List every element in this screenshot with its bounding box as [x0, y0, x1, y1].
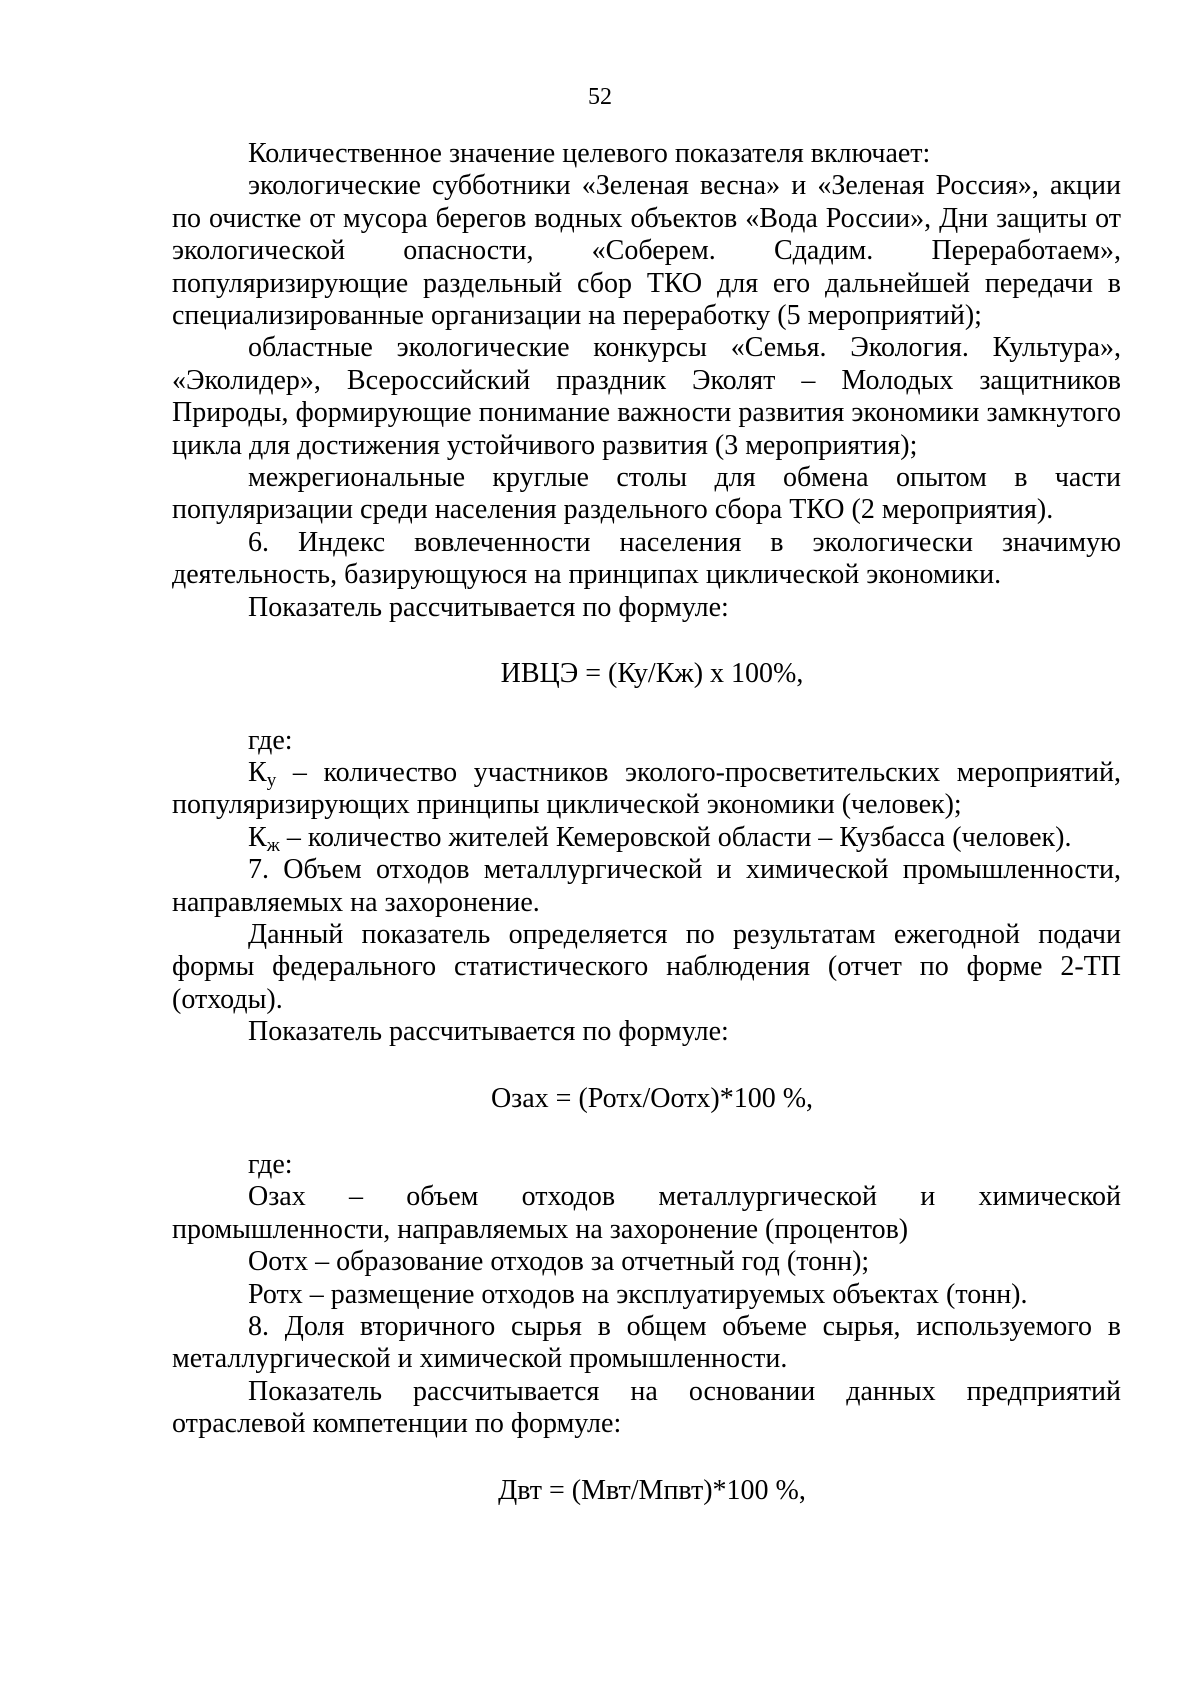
where-label-1: где:	[248, 724, 293, 756]
definition-kzh	[172, 822, 1121, 854]
paragraph-formula-intro-3: Показатель рассчитывается на основании данных предприятий отраслевой компетенции по формуле:	[172, 1375, 1121, 1440]
definition-ootkh: Оотх – образование отходов за отчетный год (тонн);	[248, 1246, 870, 1278]
definition-ozakh: Озах – объем отходов металлургической и химической промышленности, направляемых на захоронение (процентов)	[172, 1181, 1121, 1245]
ky-subscript: у	[266, 769, 277, 791]
ky-symbol: К	[248, 756, 267, 788]
kzh-definition-text: – количество жителей Кемеровской области – Кузбасса (человек).	[279, 821, 1072, 853]
paragraph-item-7-heading: 7. Объем отходов металлургической и химической промышленности, направляемых на захоронение.	[172, 854, 1121, 918]
formula-dvt: Двт = (Мвт/Мпвт)*100 %,	[498, 1474, 806, 1506]
document-body	[172, 138, 1121, 1507]
paragraph-formula-intro-1: Показатель рассчитывается по формуле:	[248, 591, 729, 623]
kzh-symbol: К	[248, 821, 267, 853]
paragraph-item-6-heading: 6. Индекс вовлеченности населения в экологически значимую деятельность, базирующуюся на принципах циклической экономики.	[172, 526, 1121, 591]
kzh-subscript: ж	[266, 834, 280, 856]
paragraph-formula-intro-2: Показатель рассчитывается по формуле:	[248, 1016, 729, 1048]
page-number: 52	[588, 84, 612, 110]
definition-rotkh: Ротх – размещение отходов на эксплуатируемых объектах (тонн).	[248, 1278, 1028, 1310]
paragraph-eco-subbotniks: экологические субботники «Зеленая весна» и «Зеленая Россия», акции по очистке от мусора берегов водных объектов «Вода России», Дни защиты от экологической опасности, «Соберем. Сдадим. Переработаем», популяризирующие раздельный сбор ТКО для его дальнейшей передачи в специализированные организации на переработку (5 мероприятий);	[172, 170, 1121, 332]
paragraph-data-source: Данный показатель определяется по результатам ежегодной подачи формы федерального статистического наблюдения (отчет по форме 2-ТП (отходы).	[172, 918, 1121, 1015]
paragraph-target-value-intro: Количественное значение целевого показателя включает:	[248, 138, 931, 169]
paragraph-round-tables: межрегиональные круглые столы для обмена опытом в части популяризации среди населения раздельного сбора ТКО (2 мероприятия).	[172, 462, 1121, 526]
paragraph-regional-contests: областные экологические конкурсы «Семья. Экология. Культура», «Эколидер», Всероссийский праздник Эколят – Молодых защитников Природы, формирующие понимание важности развития экономики замкнутого цикла для достижения устойчивого развития (3 мероприятия);	[172, 332, 1121, 461]
formula-ivtse: ИВЦЭ = (Ку/Кж) х 100%,	[500, 658, 804, 690]
ky-definition-text: – количество участников эколого-просветительских мероприятий, популяризирующих принципы циклической экономики (человек);	[172, 756, 1121, 821]
where-label-2: где:	[248, 1148, 293, 1180]
paragraph-item-8-heading: 8. Доля вторичного сырья в общем объеме сырья, используемого в металлургической и химической промышленности.	[172, 1311, 1121, 1375]
definition-ky	[172, 757, 1121, 822]
formula-ozakh: Озах = (Ротх/Оотх)*100 %,	[490, 1082, 814, 1114]
